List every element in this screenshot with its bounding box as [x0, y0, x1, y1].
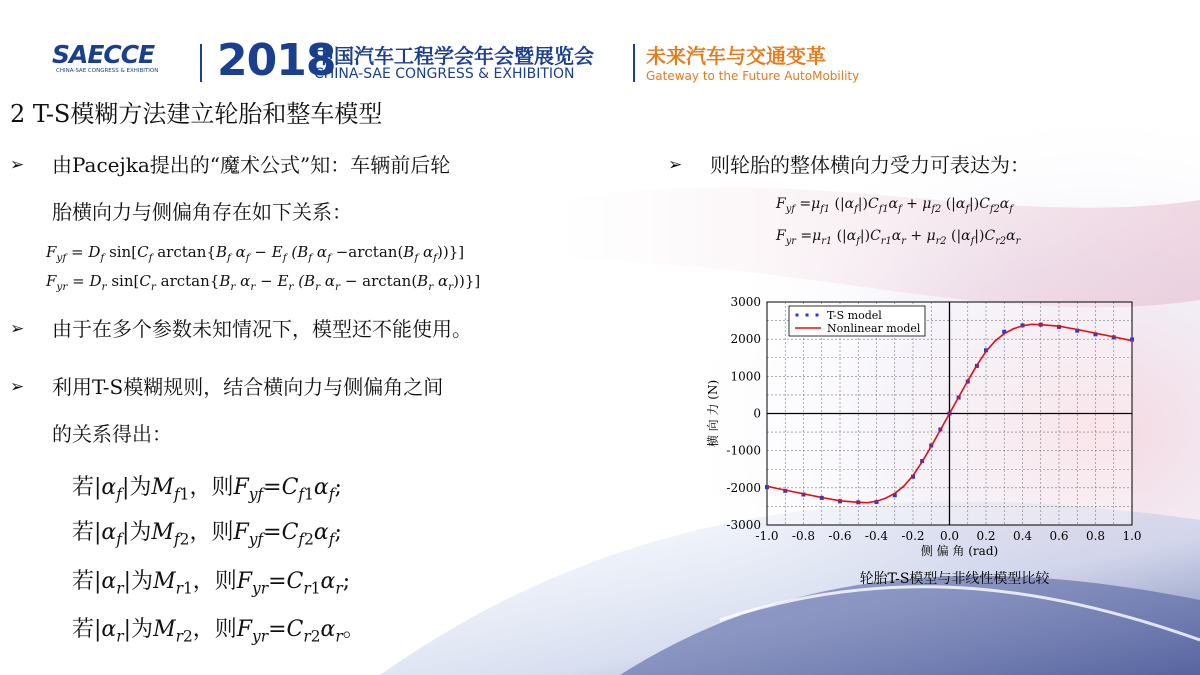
header-divider-2 [633, 44, 635, 82]
congress-title-cn: 中国汽车工程学会年会暨展览会 [314, 44, 594, 68]
rule-4: 若$|\alpha_r|$为$M_{r2}$，则$F_{yr}=C_{r2}\alpha_r$。 [72, 617, 365, 646]
congress-title-en: CHINA-SAE CONGRESS & EXHIBITION [314, 66, 575, 82]
x-tick-label: -0.4 [864, 529, 889, 543]
x-tick-label: 0.8 [1085, 529, 1106, 543]
rule-2: 若$|\alpha_f|$为$M_{f2}$，则$F_{yf}=C_{f2}\alpha_f$; [72, 520, 342, 549]
legend-swatch-dot [806, 314, 809, 317]
bullet-arrow-icon: ➢ [10, 377, 25, 397]
legend-swatch-dot [816, 314, 819, 317]
header-year: 2018 [217, 35, 336, 86]
legend-entry: Nonlinear model [827, 322, 921, 335]
rule-3: 若$|\alpha_r|$为$M_{r1}$，则$F_{yr}=C_{r1}\alpha_r$; [72, 569, 351, 598]
magic-formula-front: $F_{yf} = D_f$ $\sin[C_f$ $\arctan\{B_f$ $\alpha_f - E_f$ ($B_f$ $\alpha_f -\arctan(B_f$ $\alpha_f$))}] [46, 243, 465, 264]
ts-formula-rear: $F_{yr} =\mu_{r1}$ $(|\alpha_f|)C_{r1}\alpha_r + \mu_{r2}$ $(|\alpha_f|)C_{r2}\alpha_r$ [776, 228, 1021, 247]
rule-1: 若$|\alpha_f|$为$M_{f1}$，则$F_{yf}=C_{f1}\alpha_f$; [72, 475, 342, 504]
header-divider [200, 44, 202, 82]
legend-entry: T-S model [827, 309, 882, 322]
bullet-text-cont: 的关系得出： [52, 422, 172, 446]
chart-legend [789, 306, 925, 336]
bullet-text: 则轮胎的整体横向力受力可表达为： [710, 153, 1030, 177]
slogan-en: Gateway to the Future AutoMobility [646, 69, 860, 83]
x-tick-label: -0.8 [791, 529, 816, 543]
y-tick-label: 2000 [730, 332, 761, 347]
y-tick-label: -3000 [726, 518, 761, 532]
slogan-cn: 未来汽车与交通变革 [646, 44, 826, 68]
x-tick-label: -0.2 [901, 529, 925, 543]
saecce-logo [52, 40, 187, 80]
ts-formula-front: $F_{yf} =\mu_{f1}$ $(|\alpha_f|)C_{f1}\alpha_f + \mu_{f2}$ $(|\alpha_f|)C_{f2}\alpha_f$ [776, 196, 1013, 215]
y-tick-label: 3000 [730, 295, 761, 309]
bullet-text: 由于在多个参数未知情况下，模型还不能使用。 [52, 317, 472, 341]
x-tick-label: 0.4 [1012, 529, 1033, 543]
chart-caption: 轮胎T-S模型与非线性模型比较 [859, 571, 1050, 587]
bullet-arrow-icon: ➢ [668, 155, 683, 175]
y-tick-label: -1000 [726, 443, 761, 458]
chart-x-axis-label: 侧 偏 角 (rad) [920, 544, 999, 558]
x-tick-label: -0.6 [828, 529, 852, 543]
bullet-unknown-params [10, 314, 630, 346]
bullet-ts-rules [10, 372, 630, 452]
x-tick-label: 0.2 [976, 529, 996, 543]
bullet-pacejka [10, 150, 630, 230]
x-tick-label: 0.6 [1049, 529, 1069, 543]
tire-force-chart [690, 290, 1170, 590]
y-tick-label: 1000 [730, 369, 761, 384]
bullet-total-force [668, 150, 1188, 182]
legend-swatch-dot [796, 314, 799, 317]
y-tick-label: 0 [753, 406, 761, 421]
magic-formula-rear: $F_{yr} = D_r$ $\sin[C_r$ $\arctan\{B_r$ $\alpha_r - E_r$ ($B_r$ $\alpha_r - \arctan(B_r$ $\alpha_r$))}] [46, 272, 481, 293]
bullet-text-cont: 胎横向力与侧偏角存在如下关系： [52, 200, 352, 224]
bullet-text: 由Pacejka提出的“魔术公式”知：车辆前后轮 [52, 153, 451, 177]
bullet-arrow-icon: ➢ [10, 155, 25, 175]
x-tick-label: -1.0 [755, 529, 779, 543]
logo-brand: SAECCE [52, 40, 155, 69]
y-tick-label: -2000 [726, 480, 761, 495]
x-tick-label: 1.0 [1122, 529, 1142, 543]
x-tick-label: 0.0 [939, 529, 960, 543]
bullet-arrow-icon: ➢ [10, 319, 25, 339]
logo-sub: CHINA-SAE CONGRESS & EXHIBITION [56, 68, 159, 74]
section-title: 2 T-S模糊方法建立轮胎和整车模型 [10, 100, 383, 128]
bullet-text: 利用T-S模糊规则，结合横向力与侧偏角之间 [52, 375, 444, 399]
chart-y-axis-label: 横 向 力 (N) [706, 379, 720, 448]
